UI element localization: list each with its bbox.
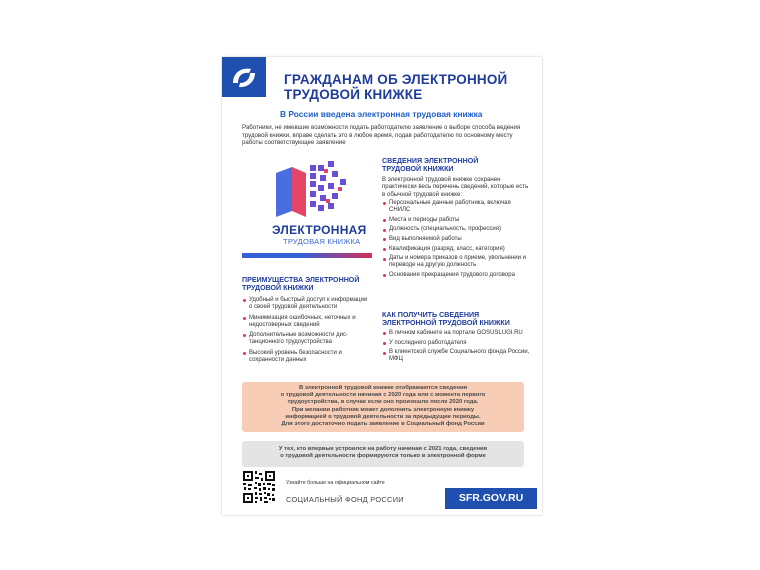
how-list (382, 330, 532, 366)
how-heading (382, 311, 510, 327)
notice-box (242, 382, 524, 432)
notice-line: В электронной трудовой книжке отображаются сведения (298, 385, 468, 391)
advantages-heading-line-2: ТРУДОВОЙ КНИЖКИ (242, 284, 314, 293)
info-heading (382, 157, 478, 173)
notice-line: При желании работник может дополнить электронную книжку (291, 406, 475, 413)
page-title (284, 72, 534, 102)
info-text: В электронной трудовой книжке сохранен практически весь перечень сведений, которые есть в обычной трудовой книжке: (382, 176, 529, 198)
poster (222, 57, 542, 515)
brand-color-bar (242, 253, 372, 258)
list-item: Должность (специальность, профессия) (382, 226, 532, 233)
info-heading-line-1: СВЕДЕНИЯ ЭЛЕКТРОННОЙ (382, 157, 479, 165)
list-item: Удобный и быстрый доступ к информации о своей трудовой деятельности (242, 297, 372, 311)
workbook-emblem-icon (272, 159, 352, 221)
notice-line: трудоустройства, в случае если оно произошло после 2020 года. (287, 399, 479, 406)
qr-code-icon[interactable] (242, 470, 276, 504)
notice-line: о трудовой деятельности начиная с 2020 года или с момента первого (280, 392, 486, 399)
sfr-logo-icon (229, 63, 259, 91)
notice-line: о трудовой деятельности формируются только в электронной форме (280, 453, 486, 460)
notice-line: У тех, кто впервые устроился на работу начиная с 2021 года, сведения (278, 446, 488, 452)
list-item: У последнего работодателя (382, 340, 532, 347)
title-line-2: ТРУДОВОЙ КНИЖКЕ (284, 87, 423, 102)
list-item: Минимизация ошибочных, неточных и недостоверных сведений (242, 315, 372, 329)
how-heading-line-1: КАК ПОЛУЧИТЬ СВЕДЕНИЯ (382, 311, 480, 319)
list-item: Основания прекращения трудового договора (382, 272, 532, 279)
advantages-heading (242, 276, 359, 292)
brand-subtitle: ТРУДОВАЯ КНИЖКА (283, 237, 361, 246)
advantages-heading-line-1: ПРЕИМУЩЕСТВА ЭЛЕКТРОННОЙ (242, 276, 360, 284)
fund-name: СОЦИАЛЬНЫЙ ФОНД РОССИИ (286, 495, 404, 504)
notice-line: Для этого достаточно подать заявление в Социальный фонд России (281, 421, 485, 428)
advantages-list (242, 297, 372, 367)
notice-box-2021 (242, 441, 524, 467)
list-item: Персональные данные работника, включая СНИЛС (382, 200, 532, 214)
list-item: Высокий уровень безопасности и сохранности данных (242, 350, 372, 364)
notice-line: информацией о трудовой деятельности за предыдущие периоды. (285, 413, 481, 420)
list-item: Квалификация (разряд, класс, категория) (382, 246, 532, 253)
list-item: В личном кабинете на портале GOSUSLUGI.RU (382, 330, 532, 337)
list-item: Дополнительные возможности дистанционного трудоустройства (242, 332, 372, 346)
sfr-logo (222, 57, 266, 97)
list-item: Вид выполняемой работы (382, 236, 532, 243)
how-heading-line-2: ЭЛЕКТРОННОЙ ТРУДОВОЙ КНИЖКИ (382, 319, 510, 328)
learn-more-text: Узнайте больше на официальном сайте (286, 480, 385, 486)
info-heading-line-2: ТРУДОВОЙ КНИЖКИ (382, 165, 454, 174)
brand-name: ЭЛЕКТРОННАЯ (272, 223, 367, 237)
info-list (382, 200, 532, 282)
list-item: Даты и номера приказов о приеме, увольнении и переводе на другую должность (382, 255, 532, 269)
list-item: В клиентской службе Социального фонда России, МФЦ (382, 349, 532, 363)
subtitle: В России введена электронная трудовая книжка (280, 109, 483, 119)
title-line-1: ГРАЖДАНАМ ОБ ЭЛЕКТРОННОЙ (284, 72, 508, 87)
intro-text: Работники, не имевшие возможности подать работодателю заявление о выборе способа ведения трудовой книжки, вправе сделать это в любое время, подав работодателю по основному месту работы соответствующее заявление (242, 124, 521, 147)
site-link[interactable]: SFR.GOV.RU (445, 488, 537, 509)
list-item: Места и периоды работы (382, 217, 532, 224)
